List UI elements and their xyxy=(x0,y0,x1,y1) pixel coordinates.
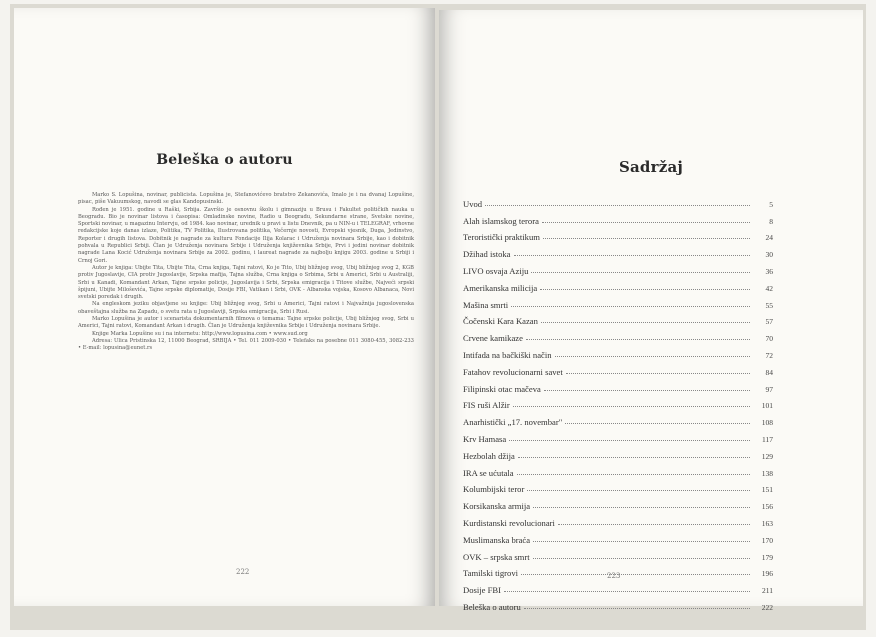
toc-leader-dots xyxy=(504,591,750,592)
toc-entry-title: OVK – srpska smrt xyxy=(463,551,530,562)
toc-entry-title: Muslimanska braća xyxy=(463,534,531,545)
right-page xyxy=(439,10,863,612)
toc-entry xyxy=(463,310,773,327)
toc-entry-title: Teroristički praktikum xyxy=(463,232,540,243)
toc-entry-title: Filipinski otac mačeva xyxy=(463,383,541,394)
toc-entry xyxy=(463,259,773,276)
toc-entry xyxy=(463,192,773,209)
toc-entry xyxy=(463,343,773,360)
toc-leader-dots xyxy=(555,356,750,357)
toc-entry-page: 72 xyxy=(765,350,773,360)
toc-entry xyxy=(463,242,773,259)
toc-entry-page: 84 xyxy=(765,367,773,377)
toc-entry xyxy=(463,595,773,612)
toc-entry xyxy=(463,478,773,495)
toc-entry-page: 97 xyxy=(765,384,773,394)
toc-entry-page: 151 xyxy=(761,485,773,495)
toc-entry xyxy=(463,461,773,478)
toc-entry-title: Džihad istoka xyxy=(463,249,511,260)
toc-leader-dots xyxy=(542,222,750,223)
toc-leader-dots xyxy=(518,457,750,458)
toc-entry xyxy=(463,444,773,461)
bio-paragraph: Adresa: Ulica Pristinska 12, 11000 Beograd, SRBIJA • Tel. 011 2009-030 • Telefaks na posebne 011 3080-455, 3082-233 • E-mail: lopusina@eunet.rs xyxy=(78,337,414,352)
toc-entry-page: 30 xyxy=(765,250,773,260)
toc-entry xyxy=(463,276,773,293)
toc-entry xyxy=(463,578,773,595)
bio-paragraph: Na engleskom jeziku objavljene su knjige: Ubij bližnjeg svog, Srbi u Americi, Tajni ratovi i Najvažnija jugoslovenska obaveštajna služba na Zapadu, o svetu rata u Jugoslaviji, Srpska emigracija, Srbi i Rusi. xyxy=(78,301,414,315)
toc-entry xyxy=(463,226,773,243)
toc-entry-page: 101 xyxy=(761,401,773,411)
toc-entry-title: Uvod xyxy=(463,198,483,209)
page-number: 223 xyxy=(607,572,621,580)
toc-entry-page: 156 xyxy=(761,502,773,512)
left-page xyxy=(14,8,435,606)
toc-entry-title: Crvene kamikaze xyxy=(463,333,523,344)
toc-entry-title: Hezbolah džija xyxy=(463,450,515,461)
toc-entry-title: IRA se ućutala xyxy=(463,467,514,478)
toc-entry xyxy=(463,511,773,528)
page-number: 222 xyxy=(236,568,250,576)
bio-paragraph: Autor je knjiga: Ubijte Tita, Ubijte Tita, Crna knjiga, Tajni ratovi, Ko je Tito, Ubij bližnjeg svog, Ubij bližnjeg svog 2, KGB protiv Jugoslavije, CIA protiv Jugoslavije, Srpska mafija, Tajna služba, Crna knjiga o Srbima, Srbi u Americi, Srbi u Australiji, Srbi u Kanadi, Komandant Arkan, Tajne srpske policije, Jugoslavija i Srbi, Srpska emigracija i Titove službe, Najveći srpski špijuni, Ubijte Miloševića, Tajne srpske diplomatije, Dosije FBI, Vatikan i Srbi, OVK - Albanska vojska, Kosovo Albanaca, Novi svetski poredak i drugih. xyxy=(78,264,414,301)
toc-leader-dots xyxy=(541,322,750,323)
toc-leader-dots xyxy=(565,423,750,424)
toc-entry xyxy=(463,394,773,411)
toc-leader-dots xyxy=(527,490,750,491)
toc-entry-title: Beleška o autoru xyxy=(463,601,521,612)
toc-leader-dots xyxy=(526,339,750,340)
toc-entry xyxy=(463,326,773,343)
bio-paragraph: Rođen je 1951. godine u Raški, Srbija. Završio je osnovnu školu i gimnaziju u Brusu i Fakultet političkih nauka u Beogradu. Bio je novinar listova i časopisa: Omladinske novine, Radio u Beogradu, Sekundarne strane, Svetske novine, Sportski novinar, u magazinu Intervju, od 1984. kao novinar, urednik u pravi u listu Dnevnik, pa u NIN-u i TELEGRAF, vrhovne redakcijske koje danas izlaze, Politika, TV Politika, Ilustrovana politika, Večernje novosti, Evropski vjesnik, Duga, Jedinstvo, Reporter i drugih listova. Dobitnik je nagrade za kulturu Fondacije Ilija Kolarac i Udruženja novinara Srbije, kao i dobitnik pohvala u Republici Srbiji. Član je Udruženja novinara Srbije i Udruženja književnika Srbije, Prvi i jedini novinar dobitnik nagrade Lana Kocić Udruženja novinara Srbije za 2002. godinu, i laureat nagrade za najbolju knjigu 2003. godine u Srbiji i Crnoj Gori. xyxy=(78,206,414,264)
toc-leader-dots xyxy=(521,574,750,575)
toc-entry-page: 129 xyxy=(761,451,773,461)
toc-entry-page: 138 xyxy=(761,468,773,478)
toc-entry-page: 179 xyxy=(761,552,773,562)
toc-entry-page: 211 xyxy=(762,586,773,596)
toc-entry-title: Krv Hamasa xyxy=(463,433,507,444)
toc-leader-dots xyxy=(540,289,750,290)
book-spread xyxy=(10,4,866,630)
toc-entry-page: 108 xyxy=(761,418,773,428)
toc-entry-title: Dosije FBI xyxy=(463,585,501,596)
toc-entry xyxy=(463,528,773,545)
toc-entry-title: Mašina smrti xyxy=(463,299,509,310)
toc-entry-page: 36 xyxy=(765,266,773,276)
toc-entry-page: 196 xyxy=(761,569,773,579)
toc-leader-dots xyxy=(509,440,750,441)
toc-entry-page: 117 xyxy=(762,434,773,444)
toc-entry xyxy=(463,410,773,427)
bio-paragraph: Knjige Marka Lopušine su i na internetu: http://www.lopusina.com • www.sud.org xyxy=(92,330,308,337)
toc-entry-page: 24 xyxy=(765,233,773,243)
bio-paragraph: Marko S. Lopušina, novinar, publicista. Lopušina je, Stefanovićevo bratstvo Zekanovića, Imalo je i na dvanaj Lopušine, pisac, piše Vakuumskog, navodi se glas Kandopusinski. xyxy=(78,192,414,206)
toc-entry xyxy=(463,293,773,310)
toc-leader-dots xyxy=(533,558,750,559)
toc-entry-title: Čočenski Kara Kazan xyxy=(463,316,538,327)
toc-entry xyxy=(463,209,773,226)
toc-entry-page: 5 xyxy=(769,199,773,209)
toc-leader-dots xyxy=(558,524,750,525)
toc-entry-title: Amerikanska milicija xyxy=(463,282,538,293)
toc-entry-page: 163 xyxy=(761,518,773,528)
toc-entry-title: Kurdistanski revolucionari xyxy=(463,517,555,528)
toc-entry-page: 170 xyxy=(761,535,773,545)
toc-leader-dots xyxy=(533,541,750,542)
toc-leader-dots xyxy=(514,255,751,256)
contents-heading: Sadržaj xyxy=(618,158,683,176)
toc-entry-page: 57 xyxy=(765,317,773,327)
toc-entry xyxy=(463,494,773,511)
toc-entry-title: Kolumbijski teror xyxy=(463,484,525,495)
toc-entry xyxy=(463,377,773,394)
toc-entry xyxy=(463,427,773,444)
toc-leader-dots xyxy=(524,608,750,609)
toc-leader-dots xyxy=(517,474,750,475)
toc-leader-dots xyxy=(513,406,750,407)
toc-entry-page: 70 xyxy=(765,334,773,344)
toc-leader-dots xyxy=(544,390,750,391)
toc-leader-dots xyxy=(543,238,750,239)
toc-entry-page: 8 xyxy=(769,216,773,226)
toc-entry-title: Alah islamskog terora xyxy=(463,215,539,226)
toc-entry-title: Tamilski tigrovi xyxy=(463,568,519,579)
toc-entry xyxy=(463,545,773,562)
toc-entry-title: Anarhistički „17. novembar" xyxy=(463,417,563,428)
toc-leader-dots xyxy=(566,373,750,374)
toc-entry-page: 42 xyxy=(765,283,773,293)
toc-entry-page: 55 xyxy=(765,300,773,310)
author-bio xyxy=(78,192,414,353)
bio-paragraph: Marko Lopušina je autor i scenarista dokumentarnih filmova o temama: Tajne srpske policije, Ubij bližnjeg svog, Srbi u Americi, Tajni ratovi, Komandant Arkan i drugih. Član je Udruženja književnika Srbije i Udruženja novinara Srbije. xyxy=(78,316,414,330)
toc-entry-title: FIS ruši Alžir xyxy=(463,400,510,411)
toc-entry-title: LIVO osvaja Aziju xyxy=(463,265,529,276)
about-author-heading: Beleška o autoru xyxy=(156,152,293,168)
toc-leader-dots xyxy=(485,205,750,206)
toc-entry-title: Korsikanska armija xyxy=(463,501,531,512)
table-of-contents xyxy=(463,192,773,612)
toc-entry-title: Fatahov revolucionarni savet xyxy=(463,366,563,377)
toc-entry-page: 222 xyxy=(761,602,773,612)
toc-leader-dots xyxy=(533,507,750,508)
toc-entry-title: Intifada na bačkiški način xyxy=(463,349,552,360)
toc-entry xyxy=(463,360,773,377)
toc-leader-dots xyxy=(531,272,750,273)
toc-leader-dots xyxy=(511,306,750,307)
